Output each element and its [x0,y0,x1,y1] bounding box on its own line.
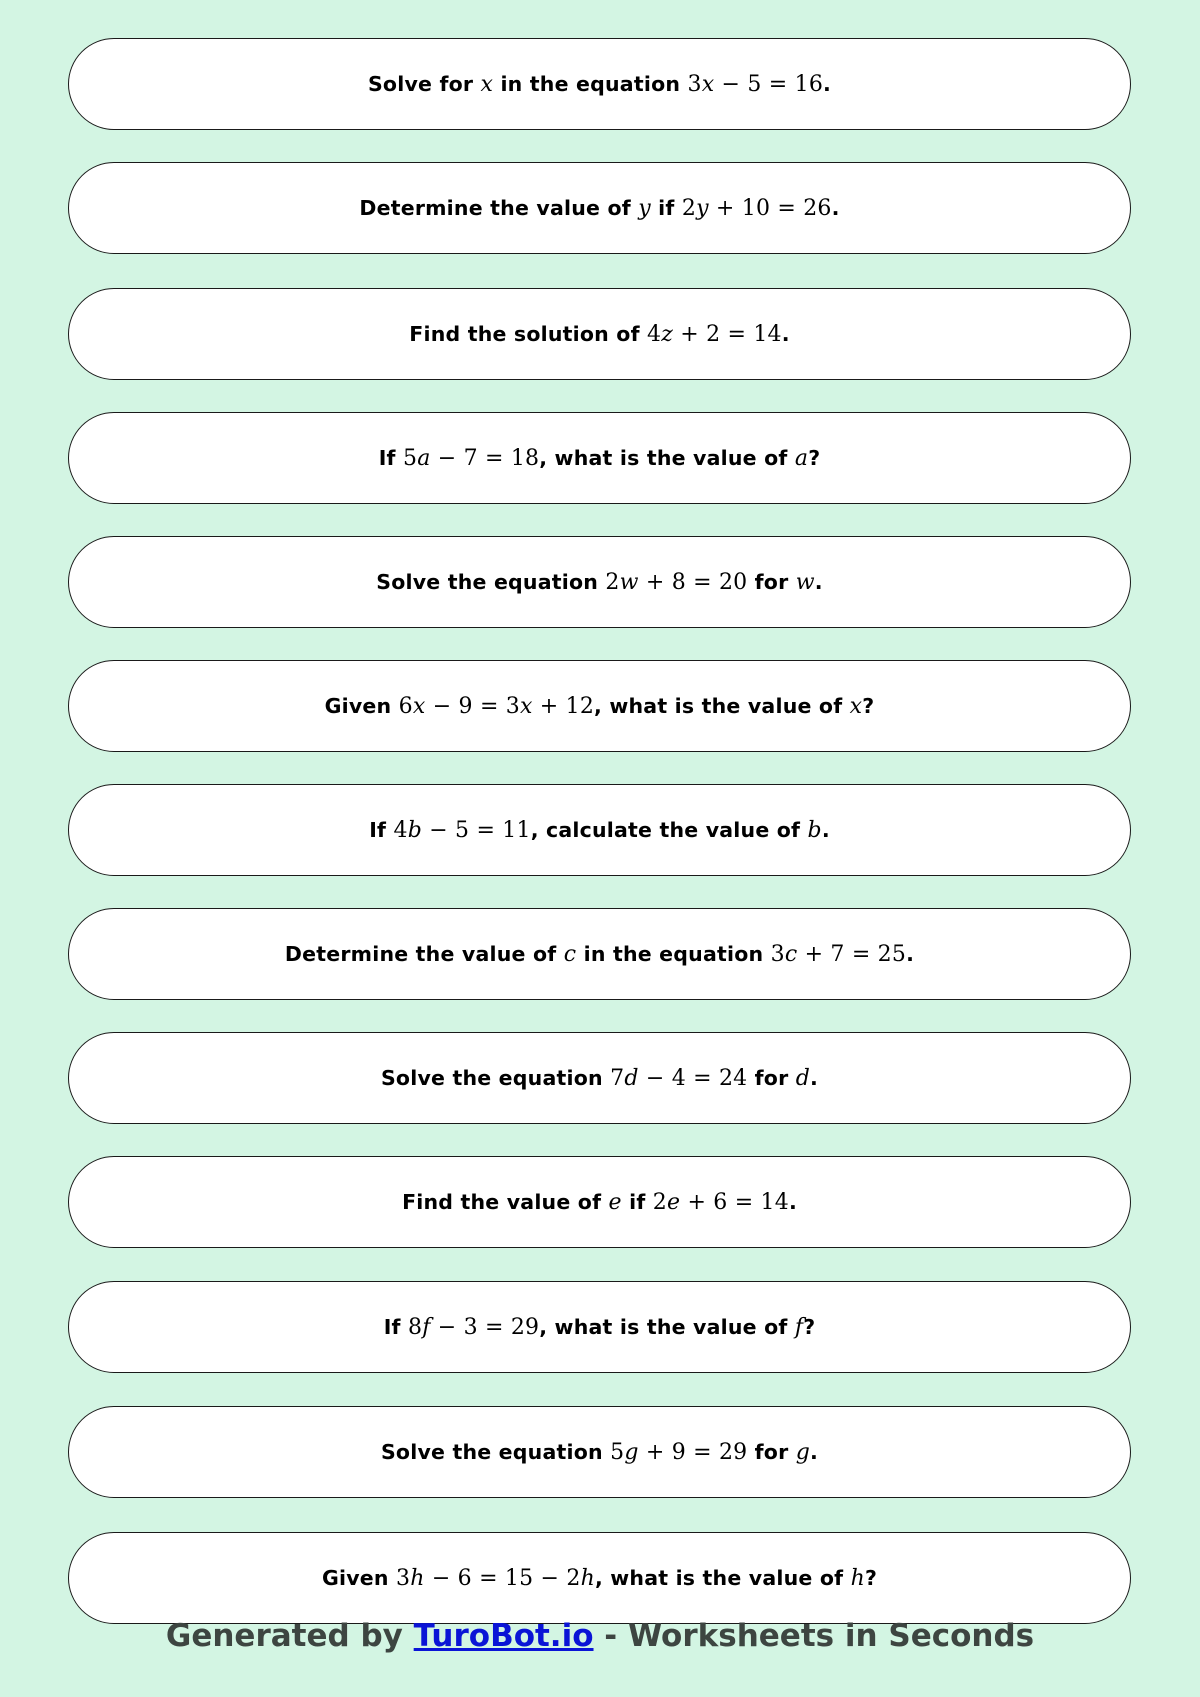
footer-suffix: - Worksheets in Seconds [593,1618,1035,1654]
problem-text [325,694,875,719]
problem-text-segment: ? [862,693,875,718]
problem-card [68,162,1131,254]
problem-text-segment: . [810,1439,819,1464]
problem-text-segment: . [810,1065,819,1090]
math-expression: y [638,195,651,221]
problem-text [322,1566,877,1591]
math-expression: 7d − 4 = 24 [610,1065,748,1091]
math-expression: 2w + 8 = 20 [605,569,748,595]
math-expression: 4b − 5 = 11 [393,817,531,843]
problem-text-segment: for [747,1439,796,1464]
problem-card [68,1406,1131,1498]
problem-text-segment: If [369,817,394,842]
problem-text-segment: in the equation [576,941,771,966]
problem-text-segment: . [814,569,823,594]
problem-text-segment: If [383,1314,408,1339]
math-expression: 4z + 2 = 14 [647,321,782,347]
problem-text-segment: if [621,1189,653,1214]
problem-text-segment: Solve for [367,71,481,96]
problem-text-segment: Given [321,1565,397,1590]
turobot-link[interactable]: TuroBot.io [413,1618,594,1654]
problem-text [402,1190,797,1215]
problem-text-segment: . [821,817,830,842]
problem-text-segment: , what is the value of [594,1565,851,1590]
math-expression: d [795,1065,811,1091]
problem-text [384,1315,816,1340]
problem-text-segment: ? [808,445,821,470]
math-expression: b [807,817,822,843]
problem-card [68,288,1131,380]
math-expression: c [563,941,577,967]
math-expression: 2y + 10 = 26 [681,195,832,221]
problem-text-segment: . [831,195,840,220]
math-expression: h [850,1565,865,1591]
math-expression: 3h − 6 = 15 − 2h [396,1565,595,1591]
math-expression: 8f − 3 = 29 [407,1314,540,1340]
problem-text-segment: for [747,1065,796,1090]
problem-text-segment: if [650,195,682,220]
math-expression: g [795,1439,811,1465]
math-expression: a [794,445,809,471]
problem-text-segment: Solve the equation [380,1439,611,1464]
math-expression: f [794,1314,804,1340]
problem-text-segment: . [906,941,915,966]
math-expression: 3x − 5 = 16 [687,71,824,97]
problem-text-segment: If [378,445,403,470]
problem-text [381,1440,818,1465]
problem-text [359,196,839,221]
problem-card [68,38,1131,130]
problem-text [285,942,914,967]
problem-text-segment: Solve the equation [376,569,606,594]
problem-text-segment: . [788,1189,797,1214]
problem-text-segment: Given [324,693,399,718]
problem-text [369,818,830,843]
problem-text-segment: for [747,569,796,594]
math-expression: x [480,71,494,97]
problem-text [409,322,789,347]
problem-text-segment: ? [864,1565,878,1590]
problem-text-segment: Find the solution of [409,321,648,346]
problem-text-segment: , what is the value of [539,445,795,470]
problem-text-segment: ? [803,1314,816,1339]
problem-card [68,536,1131,628]
footer [0,1618,1200,1654]
footer-prefix: Generated by [165,1618,414,1654]
math-expression: e [608,1189,622,1215]
problem-card [68,1532,1131,1624]
math-expression: w [795,569,815,595]
problem-text-segment: Determine the value of [284,941,564,966]
problem-card [68,1281,1131,1373]
problem-text-segment: Determine the value of [359,195,639,220]
problem-text [368,72,831,97]
problem-text-segment: . [823,71,832,96]
math-expression: 2e + 6 = 14 [652,1189,789,1215]
problem-card [68,1032,1131,1124]
math-expression: x [849,693,863,719]
problem-card [68,660,1131,752]
problem-text-segment: Find the value of [402,1189,609,1214]
problem-card [68,412,1131,504]
problem-text [381,1066,818,1091]
math-expression: 5a − 7 = 18 [403,445,540,471]
problem-card [68,784,1131,876]
problem-text-segment: in the equation [493,71,688,96]
math-expression: 6x − 9 = 3x + 12 [398,693,595,719]
problem-text-segment: , calculate the value of [530,817,808,842]
math-expression: 5g + 9 = 29 [610,1439,748,1465]
problem-card [68,908,1131,1000]
problem-text [379,446,821,471]
problem-text-segment: , what is the value of [594,693,850,718]
problem-text [376,570,823,595]
problem-text-segment: , what is the value of [539,1314,795,1339]
math-expression: 3c + 7 = 25 [770,941,907,967]
problem-text-segment: Solve the equation [380,1065,611,1090]
problem-text-segment: . [781,321,790,346]
problem-card [68,1156,1131,1248]
